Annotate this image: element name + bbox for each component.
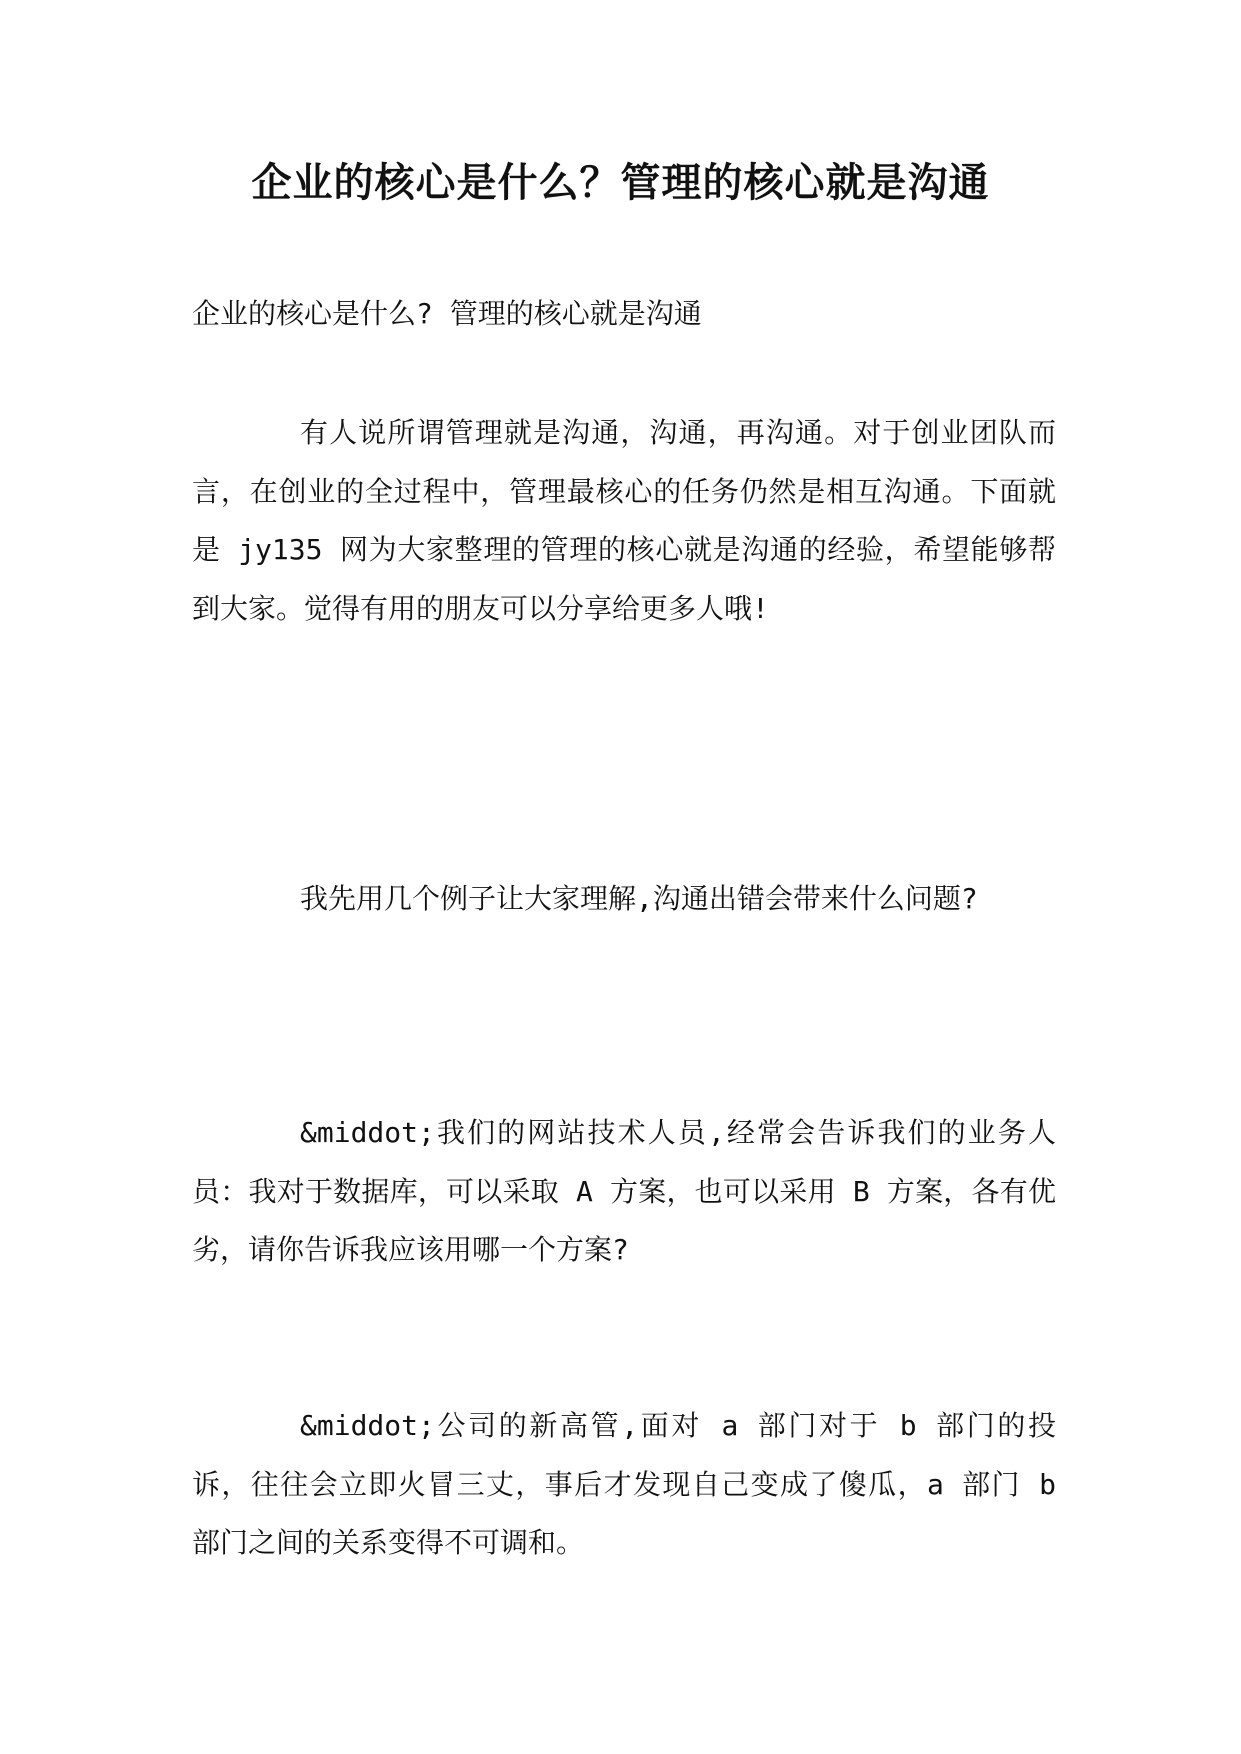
paragraph-intro: 有人说所谓管理就是沟通，沟通，再沟通。对于创业团队而言，在创业的全过程中，管理最核心的任务仍然是相互沟通。下面就是 jy135 网为大家整理的管理的核心就是沟通的经验，希望能够帮到大家。觉得有用的朋友可以分享给更多人哦! (192, 416, 1056, 625)
document-subtitle: 企业的核心是什么? 管理的核心就是沟通 (192, 297, 702, 330)
paragraph-example-tech: &middot;我们的网站技术人员,经常会告诉我们的业务人员：我对于数据库，可以采取 A 方案，也可以采用 B 方案，各有优劣，请你告诉我应该用哪一个方案? (192, 1116, 1056, 1266)
paragraph-example-manager: &middot;公司的新高管,面对 a 部门对于 b 部门的投诉，往往会立即火冒三丈，事后才发现自己变成了傻瓜，a 部门 b 部门之间的关系变得不可调和。 (192, 1409, 1056, 1559)
document-title: 企业的核心是什么？管理的核心就是沟通 (251, 159, 990, 206)
paragraph-question: 我先用几个例子让大家理解,沟通出错会带来什么问题? (300, 882, 978, 915)
